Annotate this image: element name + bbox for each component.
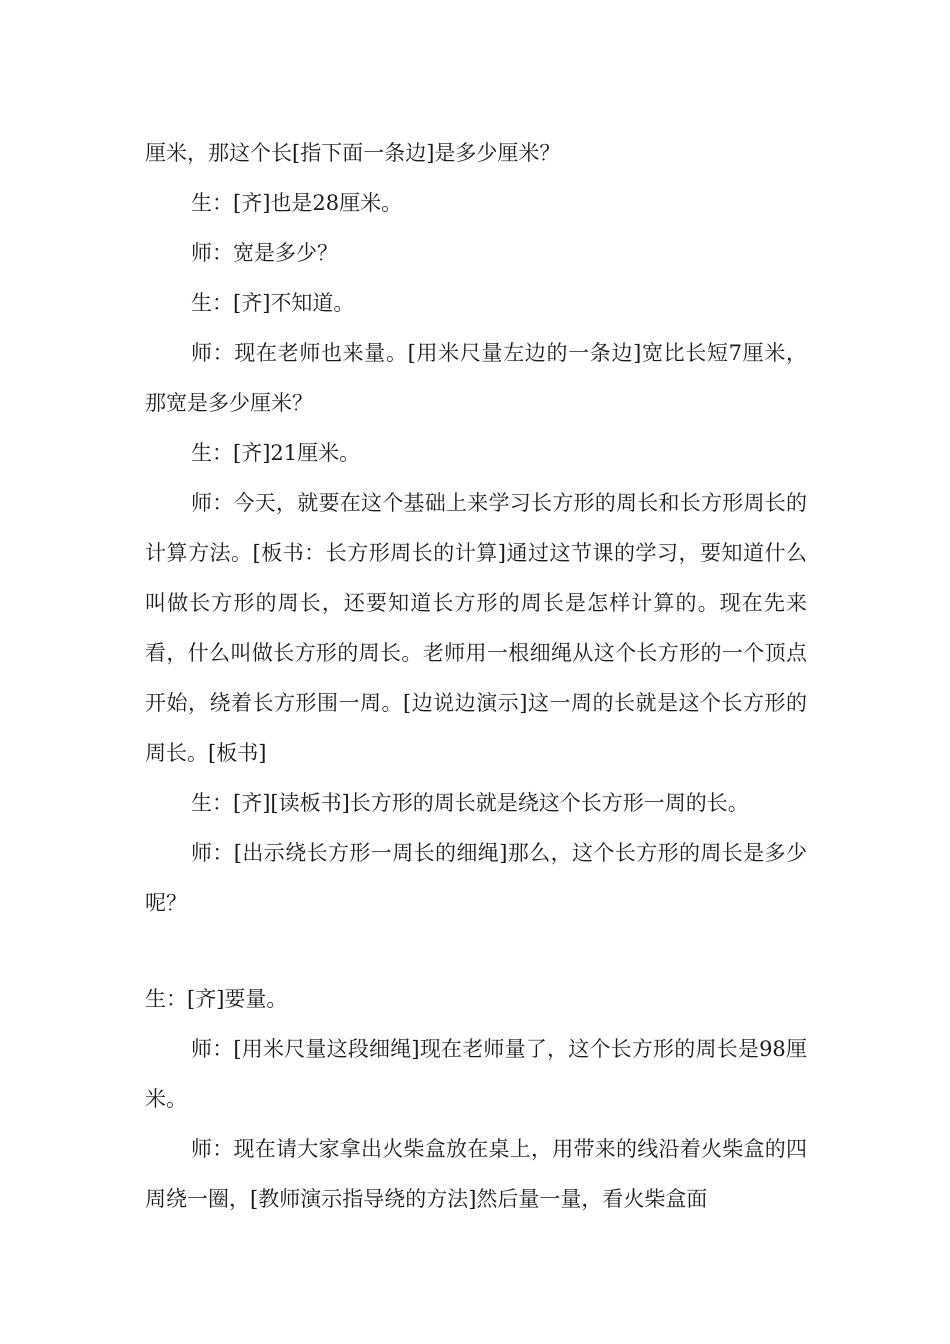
paragraph-3: 师：宽是多少？ <box>191 241 338 265</box>
paragraph-1: 厘米，那这个长[指下面一条边]是多少厘米？ <box>145 141 561 165</box>
paragraph-10: 生：[齐]要量。 <box>145 987 288 1011</box>
paragraph-5: 师：现在老师也来量。[用米尺量左边的一条边]宽比长短7厘米，那宽是多少厘米？ <box>145 341 807 415</box>
paragraph-9: 师：[出示绕长方形一周长的细绳]那么，这个长方形的周长是多少呢？ <box>145 841 807 915</box>
document-body <box>145 128 807 1224</box>
paragraph-4: 生：[齐]不知道。 <box>191 291 355 315</box>
paragraph-8: 生：[齐][读板书]长方形的周长就是绕这个长方形一周的长。 <box>191 791 749 815</box>
paragraph-11: 师：[用米尺量这段细绳]现在老师量了，这个长方形的周长是98厘米。 <box>145 1037 807 1111</box>
paragraph-6: 生：[齐]21厘米。 <box>191 441 361 465</box>
paragraph-7: 师：今天，就要在这个基础上来学习长方形的周长和长方形周长的计算方法。[板书：长方形周长的计算]通过这节课的学习，要知道什么叫做长方形的周长，还要知道长方形的周长是怎样计算的。现在先来看，什么叫做长方形的周长。老师用一根细绳从这个长方形的一个顶点开始，绕着长方形围一周。[边说边演示]这一周的长就是这个长方形的周长。[板书] <box>145 491 807 765</box>
paragraph-2: 生：[齐]也是28厘米。 <box>191 191 403 215</box>
paragraph-12: 师：现在请大家拿出火柴盒放在桌上，用带来的线沿着火柴盒的四周绕一圈，[教师演示指导绕的方法]然后量一量，看火柴盒面 <box>145 1137 807 1211</box>
